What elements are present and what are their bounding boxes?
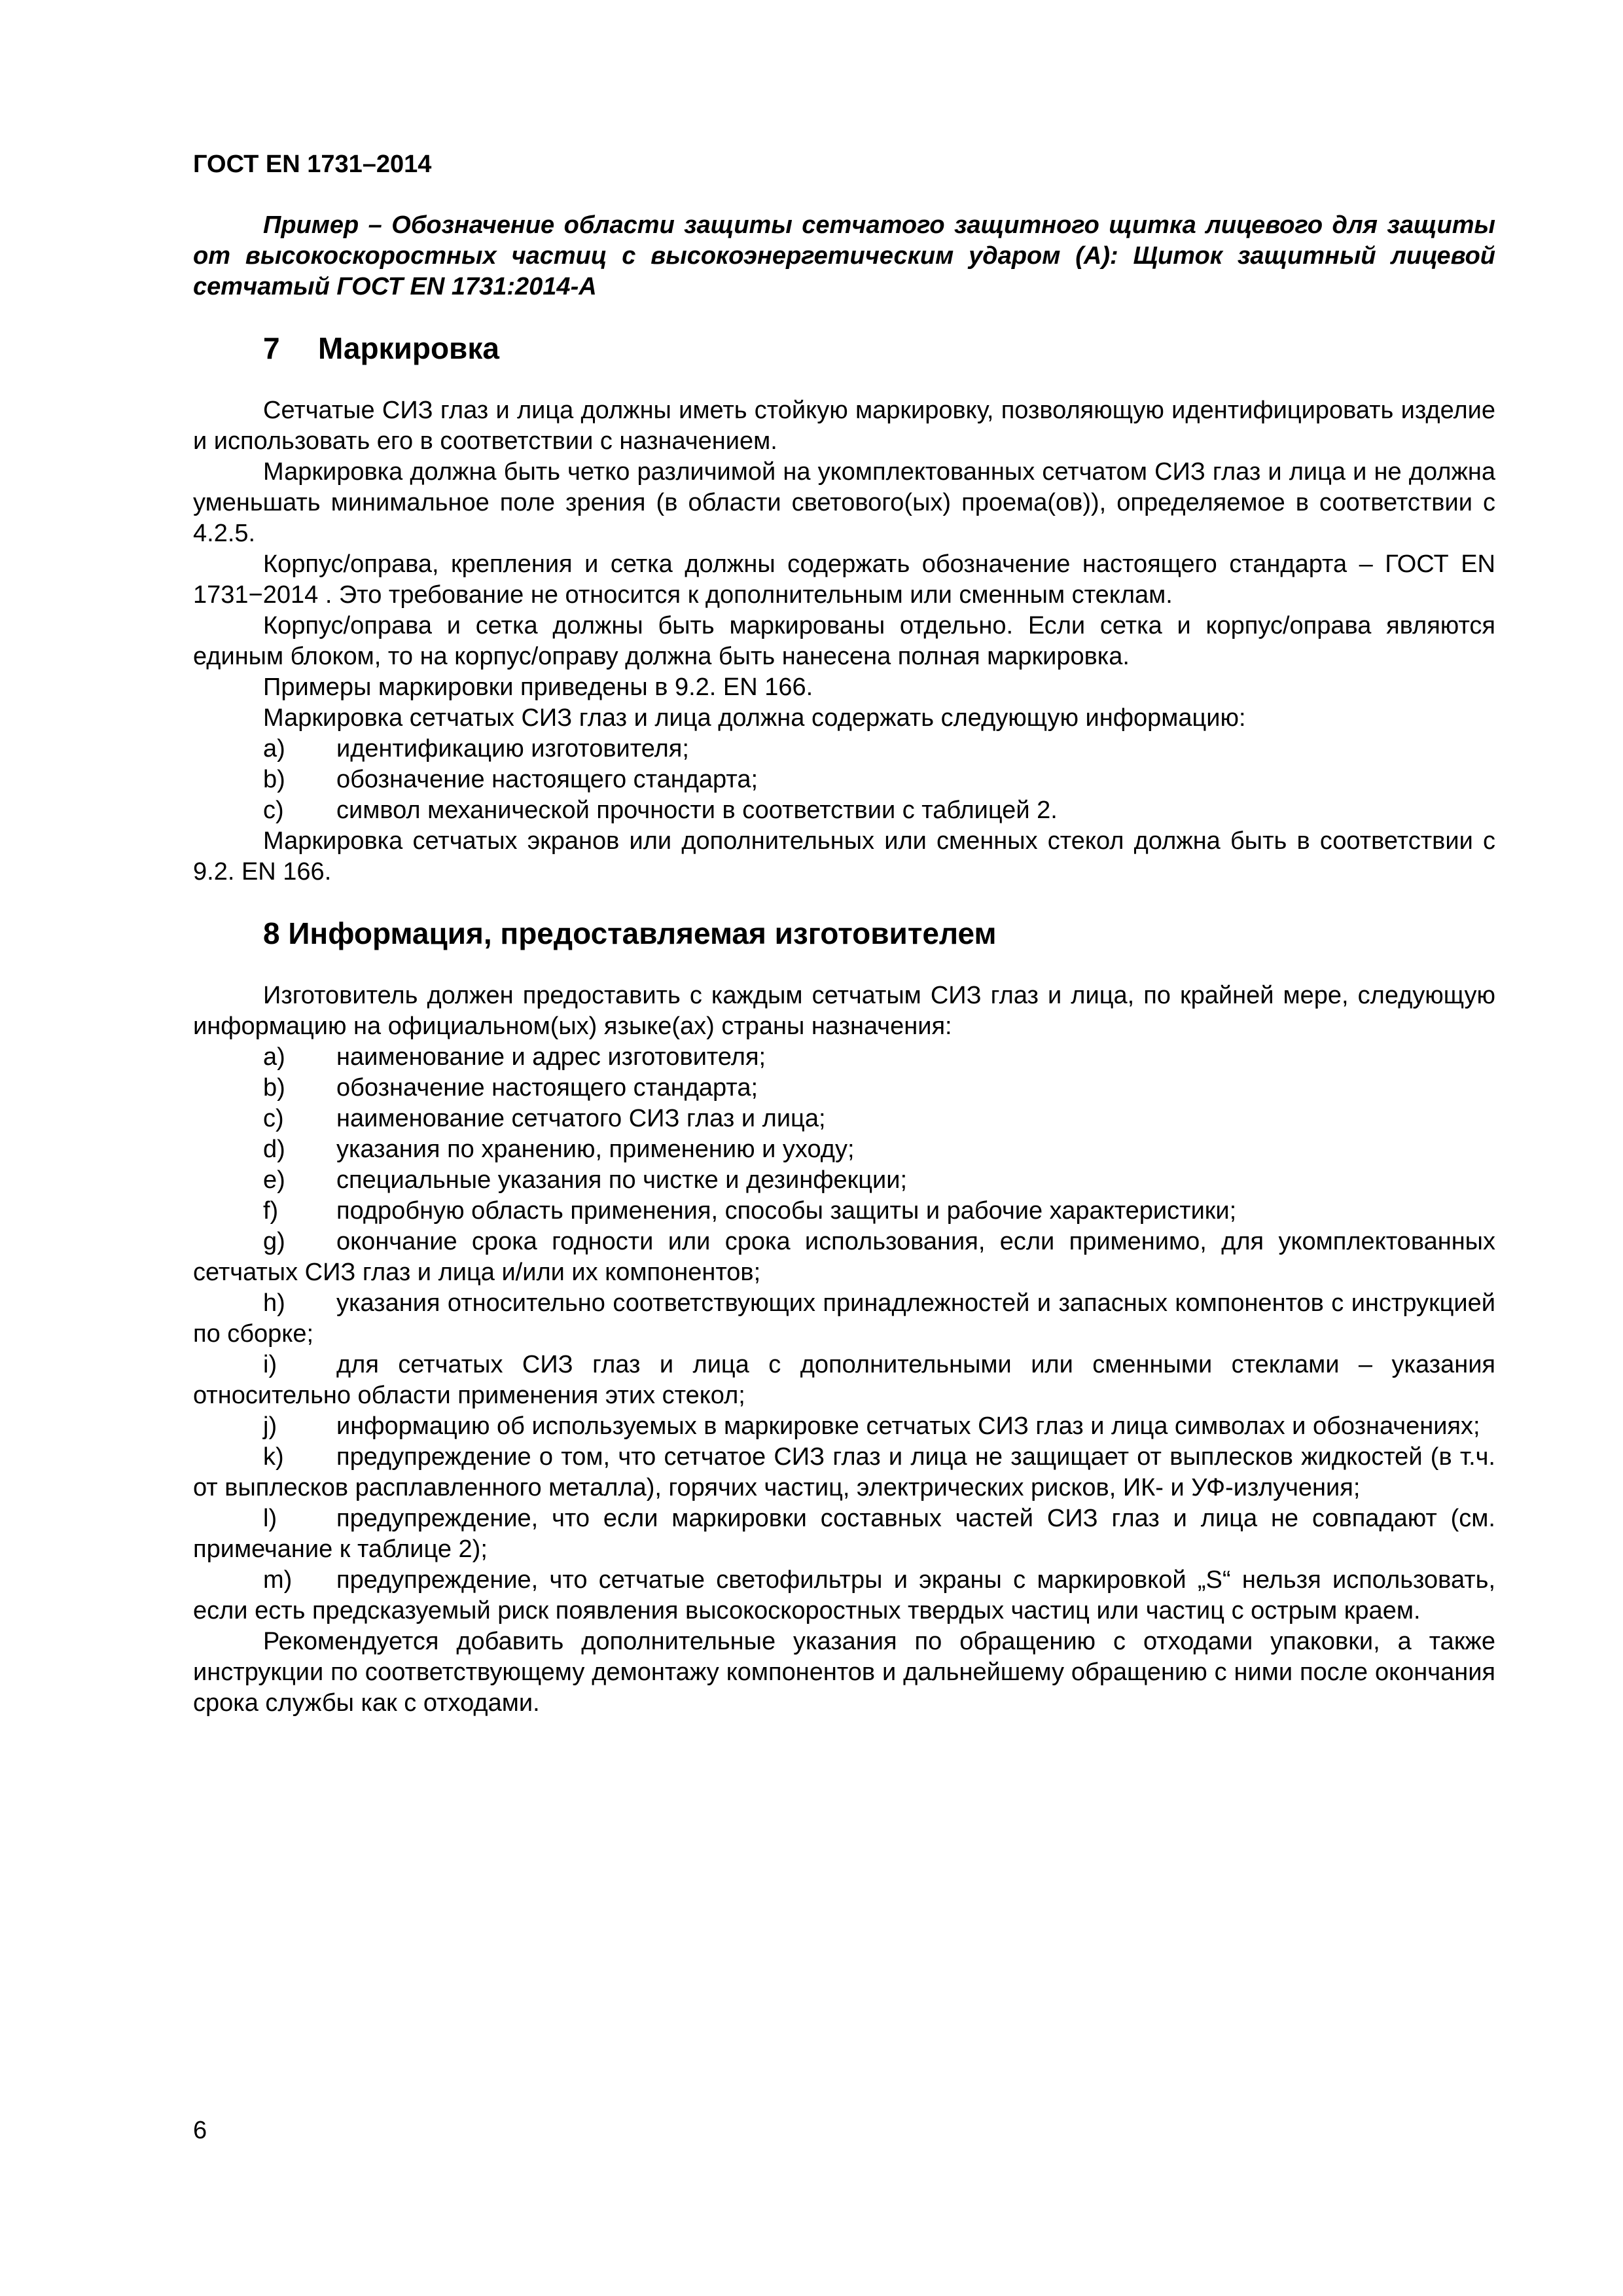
list-item bbox=[193, 1442, 1495, 1503]
list-text: для сетчатых СИЗ глаз и лица с дополнительными или сменными стеклами – указания относительно области применения этих стекол; bbox=[193, 1351, 1495, 1409]
list-text: предупреждение, что сетчатые светофильтры и экраны с маркировкой „S“ нельзя использовать, если есть предсказуемый риск появления высокоскоростных твердых частиц или частиц с острым краем. bbox=[193, 1566, 1495, 1624]
list-marker: j) bbox=[263, 1412, 277, 1440]
list-marker: b) bbox=[263, 1074, 285, 1102]
section-7-number: 7 bbox=[263, 331, 280, 365]
list-item bbox=[193, 1565, 1495, 1626]
list-text: указания относительно соответствующих принадлежностей и запасных компонентов с инструкцией по сборке; bbox=[193, 1289, 1495, 1348]
list-marker: f) bbox=[263, 1197, 279, 1225]
list-item bbox=[193, 1503, 1495, 1565]
list-item bbox=[193, 1196, 1495, 1227]
designation-example: Пример – Обозначение области защиты сетчатого защитного щитка лицевого для защиты от высокоскоростных частиц с высокоэнергетическим ударом (А): Щиток защитный лицевой сетчатый ГОСТ EN 1731:2014-А bbox=[193, 211, 1495, 300]
list-item bbox=[193, 1411, 1495, 1442]
list-marker: b) bbox=[263, 766, 285, 793]
list-text: наименование сетчатого СИЗ глаз и лица; bbox=[336, 1105, 826, 1132]
paragraph: Рекомендуется добавить дополнительные указания по обращению с отходами упаковки, а также инструкции по соответствующему демонтажу компонентов и дальнейшему обращению с ними после окончания срока службы как с отходами. bbox=[193, 1628, 1495, 1717]
list-text: обозначение настоящего стандарта; bbox=[336, 766, 758, 793]
list-item bbox=[193, 1288, 1495, 1350]
paragraph: Маркировка должна быть четко различимой на укомплектованных сетчатом СИЗ глаз и лица и не должна уменьшать минимальное поле зрения (в области светового(ых) проема(ов)), определяемое в соответствии с 4.2.5. bbox=[193, 458, 1495, 547]
list-item bbox=[193, 1042, 1495, 1073]
list-marker: e) bbox=[263, 1166, 285, 1194]
paragraph: Изготовитель должен предоставить с каждым сетчатым СИЗ глаз и лица, по крайней мере, следующую информацию на официальном(ых) языке(ах) страны назначения: bbox=[193, 982, 1495, 1040]
paragraph: Примеры маркировки приведены в 9.2. EN 166. bbox=[263, 673, 813, 701]
list-text: окончание срока годности или срока использования, если применимо, для укомплектованных сетчатых СИЗ глаз и лица и/или их компонентов; bbox=[193, 1228, 1495, 1286]
list-item bbox=[193, 1103, 1495, 1134]
list-item bbox=[193, 795, 1495, 826]
paragraph: Корпус/оправа, крепления и сетка должны содержать обозначение настоящего стандарта – ГОСТ EN 1731−2014 . Это требование не относится к дополнительным или сменным стеклам. bbox=[193, 550, 1495, 609]
list-marker: a) bbox=[263, 735, 285, 762]
list-item bbox=[193, 764, 1495, 795]
list-text: специальные указания по чистке и дезинфекции; bbox=[336, 1166, 907, 1194]
list-marker: c) bbox=[263, 1105, 284, 1132]
list-marker: c) bbox=[263, 797, 284, 824]
section-7-title: Маркировка bbox=[318, 331, 499, 365]
list-text: предупреждение, что если маркировки составных частей СИЗ глаз и лица не совпадают (см. примечание к таблице 2); bbox=[193, 1505, 1495, 1563]
list-text: идентификацию изготовителя; bbox=[336, 735, 689, 762]
list-item bbox=[193, 734, 1495, 764]
section-8-heading: 8 Информация, предоставляемая изготовителем bbox=[263, 916, 997, 950]
list-marker: k) bbox=[263, 1443, 284, 1471]
list-marker: a) bbox=[263, 1043, 285, 1071]
document-header: ГОСТ EN 1731–2014 bbox=[193, 151, 432, 178]
list-text: предупреждение о том, что сетчатое СИЗ глаз и лица не защищает от выплесков жидкостей (в т.ч. от выплесков расплавленного металла), горячих частиц, электрических рисков, ИК- и УФ-излучения; bbox=[193, 1443, 1495, 1501]
list-text: символ механической прочности в соответствии с таблицей 2. bbox=[336, 797, 1058, 824]
list-text: наименование и адрес изготовителя; bbox=[336, 1043, 766, 1071]
section-7 bbox=[193, 330, 1495, 888]
list-item bbox=[193, 1073, 1495, 1103]
paragraph: Сетчатые СИЗ глаз и лица должны иметь стойкую маркировку, позволяющую идентифицировать изделие и использовать его в соответствии с назначением. bbox=[193, 397, 1495, 455]
section-7-heading bbox=[263, 330, 1495, 367]
paragraph: Маркировка сетчатых СИЗ глаз и лица должна содержать следующую информацию: bbox=[263, 704, 1246, 732]
paragraph: Маркировка сетчатых экранов или дополнительных или сменных стекол должна быть в соответствии с 9.2. EN 166. bbox=[193, 827, 1495, 886]
list-text: обозначение настоящего стандарта; bbox=[336, 1074, 758, 1102]
list-marker: d) bbox=[263, 1136, 285, 1163]
document-page bbox=[193, 149, 1495, 1719]
page-number: 6 bbox=[193, 2117, 207, 2144]
list-marker: h) bbox=[263, 1289, 285, 1317]
paragraph: Корпус/оправа и сетка должны быть маркированы отдельно. Если сетка и корпус/оправа являются единым блоком, то на корпус/оправу должна быть нанесена полная маркировка. bbox=[193, 612, 1495, 670]
list-item bbox=[193, 1227, 1495, 1288]
list-marker: i) bbox=[263, 1351, 277, 1378]
list-item bbox=[193, 1165, 1495, 1196]
section-8 bbox=[193, 915, 1495, 1719]
list-item bbox=[193, 1134, 1495, 1165]
list-marker: g) bbox=[263, 1228, 285, 1255]
list-text: указания по хранению, применению и уходу; bbox=[336, 1136, 855, 1163]
list-text: информацию об используемых в маркировке сетчатых СИЗ глаз и лица символах и обозначениях; bbox=[336, 1412, 1480, 1440]
list-marker: l) bbox=[263, 1505, 277, 1532]
list-marker: m) bbox=[263, 1566, 293, 1594]
list-item bbox=[193, 1350, 1495, 1411]
list-text: подробную область применения, способы защиты и рабочие характеристики; bbox=[336, 1197, 1237, 1225]
